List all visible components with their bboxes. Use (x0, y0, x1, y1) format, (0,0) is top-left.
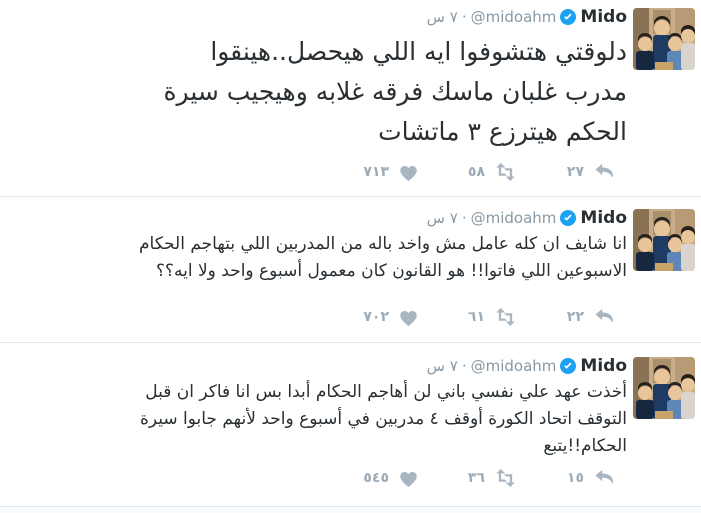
timestamp[interactable]: ٧ س (426, 357, 458, 375)
avatar[interactable] (633, 8, 695, 70)
reply-count: ١٥ (566, 470, 584, 486)
reply-icon (593, 468, 615, 488)
tweet[interactable] (0, 197, 701, 343)
reply-button[interactable] (517, 162, 615, 182)
retweet-count: ٥٨ (467, 164, 485, 180)
reply-button[interactable] (517, 307, 615, 327)
display-name[interactable]: Mido (580, 208, 627, 228)
header-separator: · (461, 209, 467, 227)
tweet[interactable] (0, 0, 701, 197)
verified-badge-icon (560, 9, 576, 25)
display-name[interactable]: Mido (580, 7, 627, 27)
avatar-photo-placeholder (633, 209, 695, 271)
tweet-body (10, 355, 627, 506)
reply-icon (593, 162, 615, 182)
header-separator: · (461, 357, 467, 375)
heart-icon (398, 308, 419, 327)
tweet-text-line: التوقف اتحاد الكورة أوقف ٤ مدربين في أسبوع واحد لأنهم جابوا سيرة (139, 409, 627, 429)
retweet-count: ٦١ (467, 309, 485, 325)
tweet-text (10, 231, 627, 285)
retweet-icon (494, 162, 517, 182)
tweet-body (10, 207, 627, 342)
retweet-button[interactable] (419, 162, 517, 182)
tweet-text-line: الحكم هيترزع ٣ ماتشات (378, 117, 627, 146)
user-handle[interactable]: @midoahm (470, 8, 557, 26)
reply-icon (593, 307, 615, 327)
tweet-text-line: مدرب غلبان ماسك فرقه غلابه وهيجيب سيرة (163, 77, 627, 106)
retweet-button[interactable] (419, 468, 517, 488)
like-button[interactable] (321, 308, 419, 327)
tweet-text-line: الحكام!!يتبع (543, 436, 627, 456)
tweet-actions (10, 162, 627, 182)
avatar-photo-placeholder (633, 8, 695, 70)
tweet-actions (10, 468, 627, 488)
avatar[interactable] (633, 357, 695, 419)
tweet-text (10, 32, 627, 152)
like-button[interactable] (321, 163, 419, 182)
like-count: ٧١٣ (363, 164, 389, 180)
heart-icon (398, 469, 419, 488)
like-count: ٧٠٢ (363, 309, 389, 325)
tweet-text-line: الاسبوعين اللي فاتوا!! هو القانون كان معمول أسبوع واحد ولا ايه؟؟ (155, 261, 627, 281)
timestamp[interactable]: ٧ س (426, 209, 458, 227)
tweet[interactable] (0, 343, 701, 507)
tweet-header (10, 207, 627, 229)
tweet-text-line: دلوقتي هتشوفوا ايه اللي هيحصل..هينقوا (210, 37, 627, 66)
timestamp[interactable]: ٧ س (426, 8, 458, 26)
tweet-text-line: انا شايف ان كله عامل مش واخد باله من المدربين اللي بتهاجم الحكام (138, 234, 627, 254)
tweet-actions (10, 307, 627, 327)
reply-count: ٢٢ (566, 309, 584, 325)
tweet-header (10, 355, 627, 377)
verified-badge-icon (560, 358, 576, 374)
timeline-bottom-gap (0, 507, 701, 513)
like-count: ٥٤٥ (363, 470, 389, 486)
user-handle[interactable]: @midoahm (470, 209, 557, 227)
display-name[interactable]: Mido (580, 356, 627, 376)
avatar[interactable] (633, 209, 695, 271)
header-separator: · (461, 8, 467, 26)
heart-icon (398, 163, 419, 182)
like-button[interactable] (321, 469, 419, 488)
tweet-body (10, 6, 627, 196)
reply-count: ٢٧ (566, 164, 584, 180)
retweet-button[interactable] (419, 307, 517, 327)
retweet-icon (494, 468, 517, 488)
user-handle[interactable]: @midoahm (470, 357, 557, 375)
retweet-icon (494, 307, 517, 327)
reply-button[interactable] (517, 468, 615, 488)
avatar-photo-placeholder (633, 357, 695, 419)
tweet-text (10, 379, 627, 460)
verified-badge-icon (560, 210, 576, 226)
tweet-text-line: أخذت عهد علي نفسي باني لن أهاجم الحكام أبدا بس انا فاكر ان قبل (145, 382, 627, 402)
tweet-header (10, 6, 627, 28)
retweet-count: ٣٦ (467, 470, 485, 486)
